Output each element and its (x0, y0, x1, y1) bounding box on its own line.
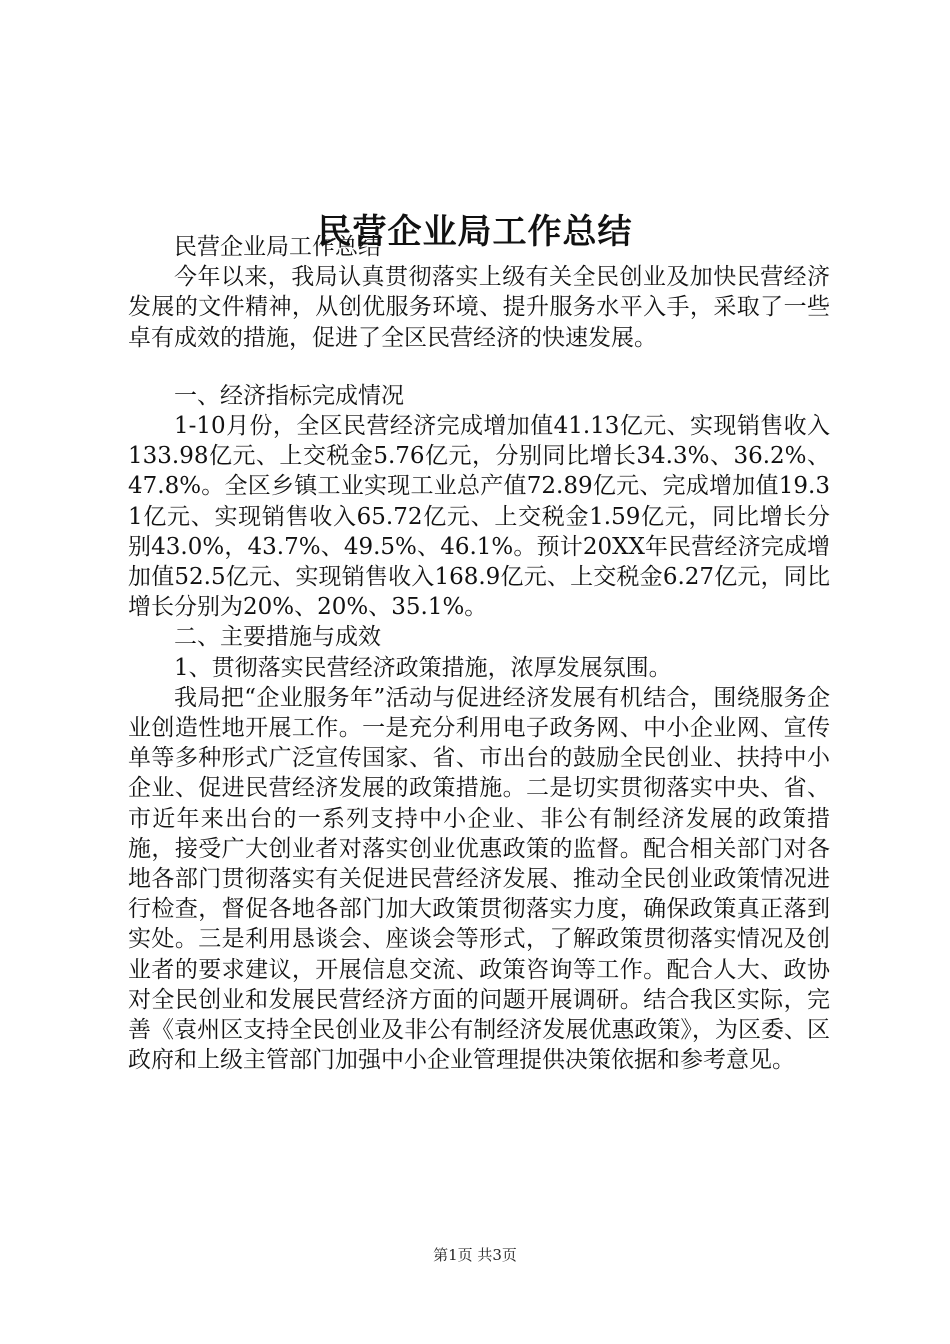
subsection-heading-1: 1、贯彻落实民营经济政策措施，浓厚发展氛围。 (174, 654, 672, 681)
indicators-paragraph: 1-10月份，全区民营经济完成增加值41.13亿元、实现销售收入133.98亿元、上交税金5.76亿元，分别同比增长34.3%、36.2%、47.8%。全区乡镇工业实现工业总产值72.89亿元、完成增加值19.31亿元、实现销售收入65.72亿元、上交税金1.59亿元，同比增长分别43.0%，43.7%、49.5%、46.1%。预计20XX年民营经济完成增加值52.5亿元、实现销售收入168.9亿元、上交税金6.27亿元，同比增长分别为20%、20%、35.1%。 (128, 413, 830, 621)
intro-paragraph: 今年以来，我局认真贯彻落实上级有关全民创业及加快民营经济发展的文件精神，从创优服务环境、提升服务水平入手，采取了一些卓有成效的措施，促进了全区民营经济的快速发展。 (128, 264, 830, 351)
measures-paragraph: 我局把“企业服务年”活动与促进经济发展有机结合，围绕服务企业创造性地开展工作。一是充分利用电子政务网、中小企业网、宣传单等多种形式广泛宣传国家、省、市出台的鼓励全民创业、扶持中小企业、促进民营经济发展的政策措施。二是切实贯彻落实中央、省、市近年来出台的一系列支持中小企业、非公有制经济发展的政策措施，接受广大创业者对落实创业优惠政策的监督。配合相关部门对各地各部门贯彻落实有关促进民营经济发展、推动全民创业政策情况进行检查，督促各地各部门加大政策贯彻落实力度，确保政策真正落到实处。三是利用恳谈会、座谈会等形式，了解政策贯彻落实情况及创业者的要求建议，开展信息交流、政策咨询等工作。配合人大、政协对全民创业和发展民营经济方面的问题开展调研。结合我区实际，完善《袁州区支持全民创业及非公有制经济发展优惠政策》，为区委、区政府和上级主管部门加强中小企业管理提供决策依据和参考意见。 (128, 684, 830, 1074)
section-heading-1: 一、经济指标完成情况 (174, 382, 404, 409)
document-body (128, 232, 830, 1075)
document-title: 民营企业局工作总结 (317, 211, 633, 252)
section-heading-2: 二、主要措施与成效 (174, 624, 381, 651)
page-footer: 第1页 共3页 (433, 1246, 517, 1264)
subtitle-paragraph: 民营企业局工作总结 (174, 234, 381, 260)
